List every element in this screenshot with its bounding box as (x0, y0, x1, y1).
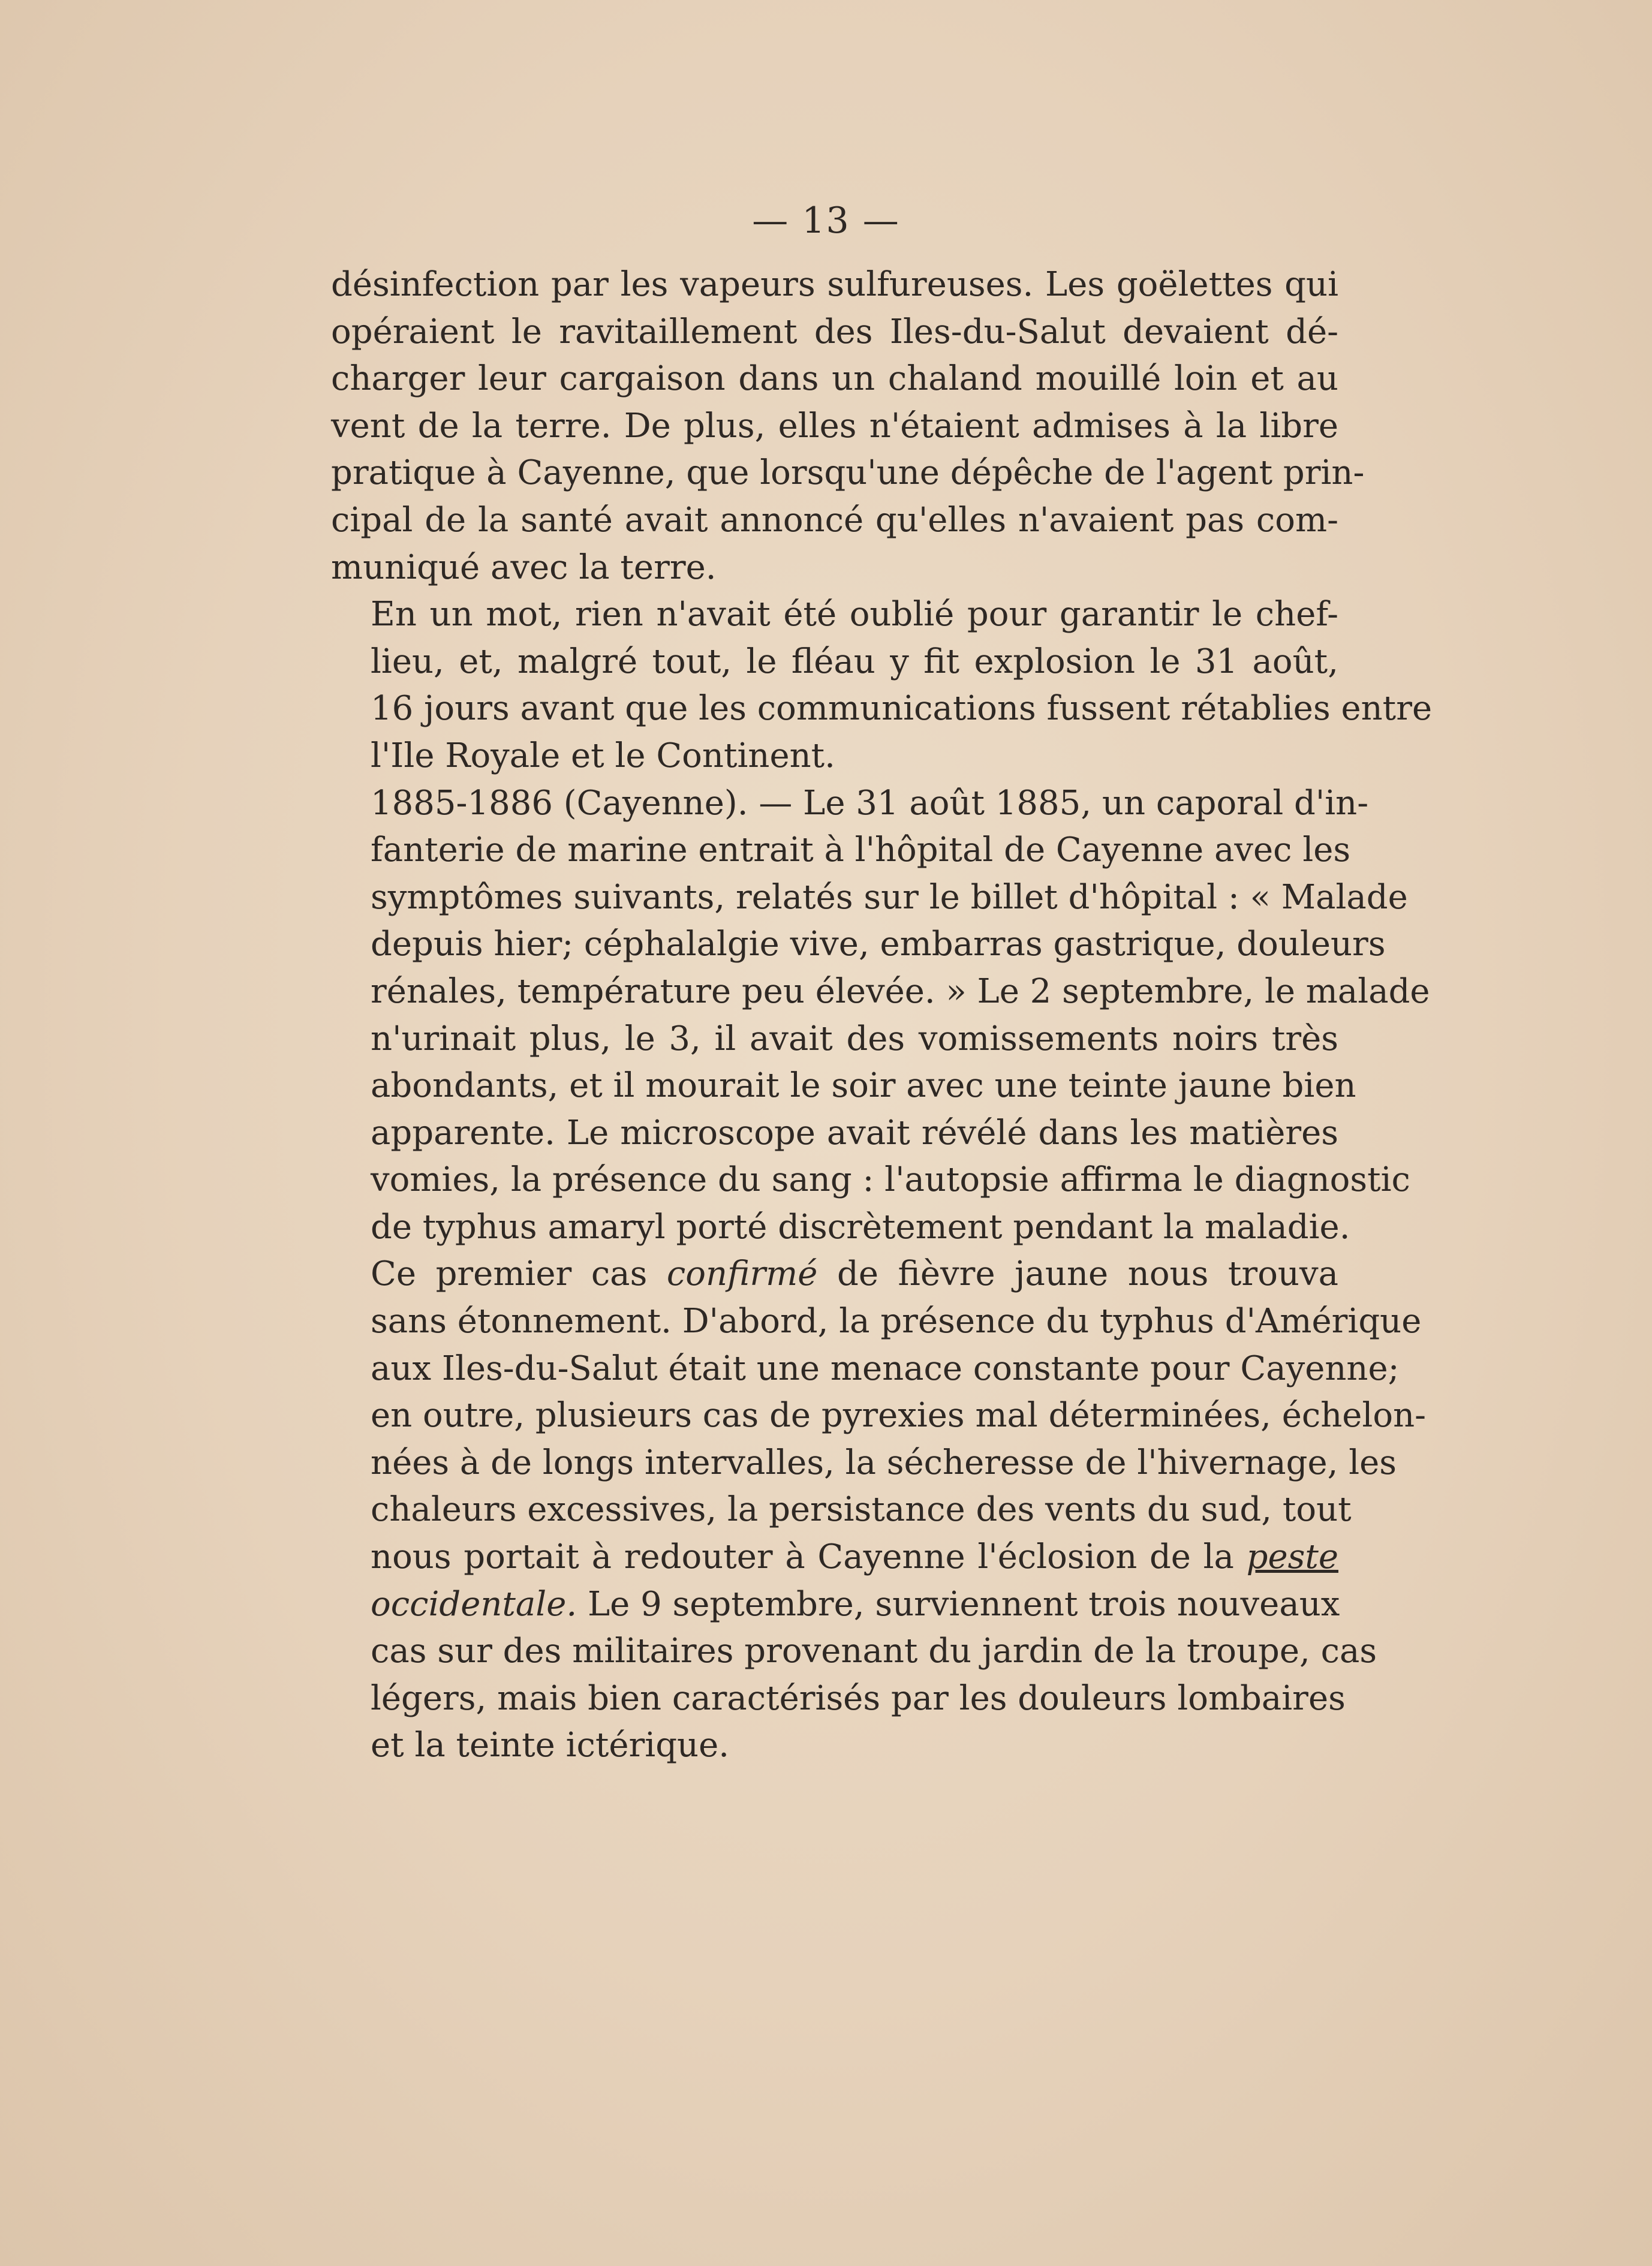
text-line: de typhus amaryl porté discrètement pendant la maladie. (371, 1207, 1350, 1247)
text-line: muniqué avec la terre. (331, 547, 717, 587)
text-line: depuis hier; céphalalgie vive, embarras gastrique, douleurs (371, 925, 1386, 964)
text-line: fanterie de marine entrait à l'hôpital de Cayenne avec les (371, 830, 1351, 870)
paragraph (331, 780, 1430, 1251)
text-segment: Ce premier cas (371, 1254, 667, 1294)
text-line: en outre, plusieurs cas de pyrexies mal déterminées, échelon- (371, 1396, 1427, 1436)
text-line: cas sur des militaires provenant du jardin de la troupe, cas (371, 1632, 1377, 1671)
text-line: légers, mais bien caractérisés par les douleurs lombaires (371, 1678, 1346, 1718)
text-line: désinfection par les vapeurs sulfureuses. Les goëlettes qui (331, 265, 1338, 304)
text-line: abondants, et il mourait le soir avec une teinte jaune bien (371, 1066, 1356, 1106)
text-line: vomies, la présence du sang : l'autopsie affirma le diagnostic (371, 1160, 1410, 1200)
text-line: et la teinte ictérique. (371, 1726, 730, 1765)
text-line (331, 1251, 1338, 1298)
text-line: cipal de la santé avait annoncé qu'elles n'avaient pas com- (331, 500, 1338, 540)
paragraph (331, 591, 1433, 780)
text-line: opéraient le ravitaillement des Iles-du-Salut devaient dé- (331, 312, 1338, 351)
text-line: n'urinait plus, le 3, il avait des vomissements noirs très (371, 1019, 1338, 1058)
text-line: chaleurs excessives, la persistance des vents du sud, tout (371, 1490, 1352, 1530)
text-line (331, 1581, 1338, 1629)
text-line: apparente. Le microscope avait révélé dans les matières (371, 1113, 1338, 1152)
text-line: sans étonnement. D'abord, la présence du typhus d'Amérique (371, 1302, 1422, 1341)
text-line: 1885-1886 (Cayenne). — Le 31 août 1885, un caporal d'in- (371, 783, 1369, 823)
text-segment: de fièvre jaune nous trouva (817, 1254, 1339, 1294)
text-line: symptômes suivants, relatés sur le billet d'hôpital : « Malade (371, 877, 1408, 917)
italic-text: occidentale. (371, 1584, 577, 1624)
text-line: l'Ile Royale et le Continent. (371, 736, 835, 775)
text-line: vent de la terre. De plus, elles n'étaient admises à la libre (331, 406, 1338, 446)
text-line: En un mot, rien n'avait été oublié pour garantir le chef- (371, 595, 1338, 634)
text-line: nées à de longs intervalles, la sécheresse de l'hivernage, les (371, 1443, 1397, 1482)
text-line: charger leur cargaison dans un chaland mouillé loin et au (331, 359, 1338, 399)
text-line: pratique à Cayenne, que lorsqu'une dépêche de l'agent prin- (331, 453, 1365, 493)
text-line: lieu, et, malgré tout, le fléau y fit explosion le 31 août, (371, 642, 1338, 681)
paragraph (331, 261, 1365, 591)
text-line: aux Iles-du-Salut était une menace constante pour Cayenne; (371, 1349, 1400, 1388)
text-line: rénales, température peu élevée. » Le 2 septembre, le malade (371, 971, 1430, 1011)
paragraph (331, 1251, 1427, 1770)
text-segment: nous portait à redouter à Cayenne l'éclosion de la (371, 1537, 1247, 1577)
underlined-italic-text: peste (1246, 1537, 1338, 1577)
page-number: — 13 — (752, 200, 900, 242)
body-text (331, 261, 1433, 1770)
italic-text: confirmé (666, 1254, 818, 1294)
text-line: 16 jours avant que les communications fussent rétablies entre (371, 689, 1433, 729)
text-line (331, 1534, 1338, 1581)
text-segment: Le 9 septembre, surviennent trois nouveaux (577, 1584, 1340, 1624)
